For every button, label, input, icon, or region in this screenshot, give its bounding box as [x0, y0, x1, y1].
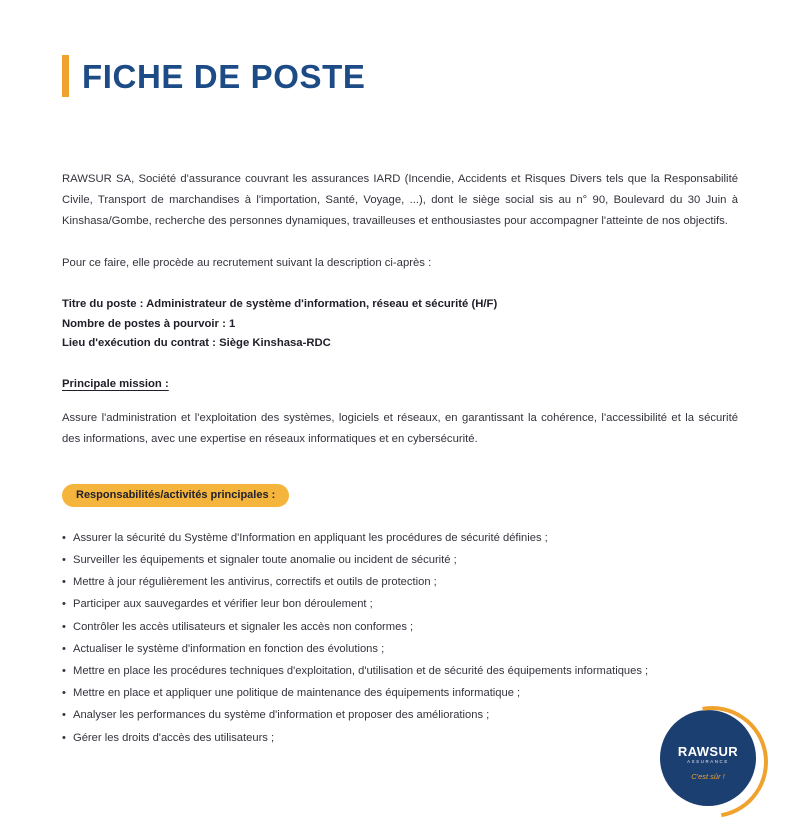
- mission-paragraph: Assure l'administration et l'exploitation des systèmes, logiciels et réseaux, en garantissant la cohérence, l'accessibilité et la sécurité des informations, avec une expertise en réseaux informatiques et en cybersécurité.: [62, 412, 738, 446]
- responsibilities-badge-row: [62, 484, 738, 507]
- list-item: • Mettre à jour régulièrement les antivirus, correctifs et outils de protection ;: [62, 571, 738, 593]
- list-item: • Assurer la sécurité du Système d'Information en appliquant les procédures de sécurité définies ;: [62, 527, 738, 549]
- intro-paragraph: RAWSUR SA, Société d'assurance couvrant les assurances IARD (Incendie, Accidents et Risques Divers tels que la Responsabilité Civile, Transport de marchandises à l'importation, Santé, Voyage, ...), dont le siège social sis au n° 90, Boulevard du 30 Juin à Kinshasa/Gombe, recherche des personnes dynamiques, travailleuses et enthousiastes pour accompagner l'atteinte de nos objectifs.: [62, 173, 738, 227]
- logo-name: RAWSUR: [677, 744, 739, 759]
- list-item: • Analyser les performances du système d'information et proposer des améliorations ;: [62, 704, 738, 726]
- job-location-line: Lieu d'exécution du contrat : Siège Kinshasa-RDC: [62, 337, 331, 350]
- job-title-line: Titre du poste : Administrateur de système d'information, réseau et sécurité (H/F): [62, 297, 498, 310]
- logo-subtitle: ASSURANCE: [687, 759, 729, 764]
- title-accent-bar: [62, 55, 69, 97]
- list-item: • Mettre en place et appliquer une politique de maintenance des équipements informatique ;: [62, 682, 738, 704]
- list-item: • Surveiller les équipements et signaler toute anomalie ou incident de sécurité ;: [62, 549, 738, 571]
- list-item: • Actualiser le système d'information en fonction des évolutions ;: [62, 638, 738, 660]
- list-item: • Gérer les droits d'accès des utilisateurs ;: [62, 727, 738, 749]
- mission-heading: Principale mission :: [62, 378, 169, 391]
- list-item: • Mettre en place les procédures techniques d'exploitation, d'utilisation et de sécurité des équipements informatiques ;: [62, 660, 738, 682]
- list-item: • Contrôler les accès utilisateurs et signaler les accès non conformes ;: [62, 616, 738, 638]
- responsibilities-list: [62, 527, 738, 749]
- recruitment-note: Pour ce faire, elle procède au recrutement suivant la description ci-après :: [62, 256, 432, 269]
- rawsur-logo: [660, 710, 756, 806]
- job-openings-line: Nombre de postes à pourvoir : 1: [62, 317, 236, 330]
- status-badge: Responsabilités/activités principales :: [62, 484, 289, 507]
- page-title: [62, 0, 738, 107]
- logo-tagline: C'est sûr !: [691, 772, 725, 781]
- job-facts: [62, 295, 738, 354]
- page-title-text: FICHE DE POSTE: [82, 57, 366, 95]
- list-item: • Participer aux sauvegardes et vérifier leur bon déroulement ;: [62, 593, 738, 615]
